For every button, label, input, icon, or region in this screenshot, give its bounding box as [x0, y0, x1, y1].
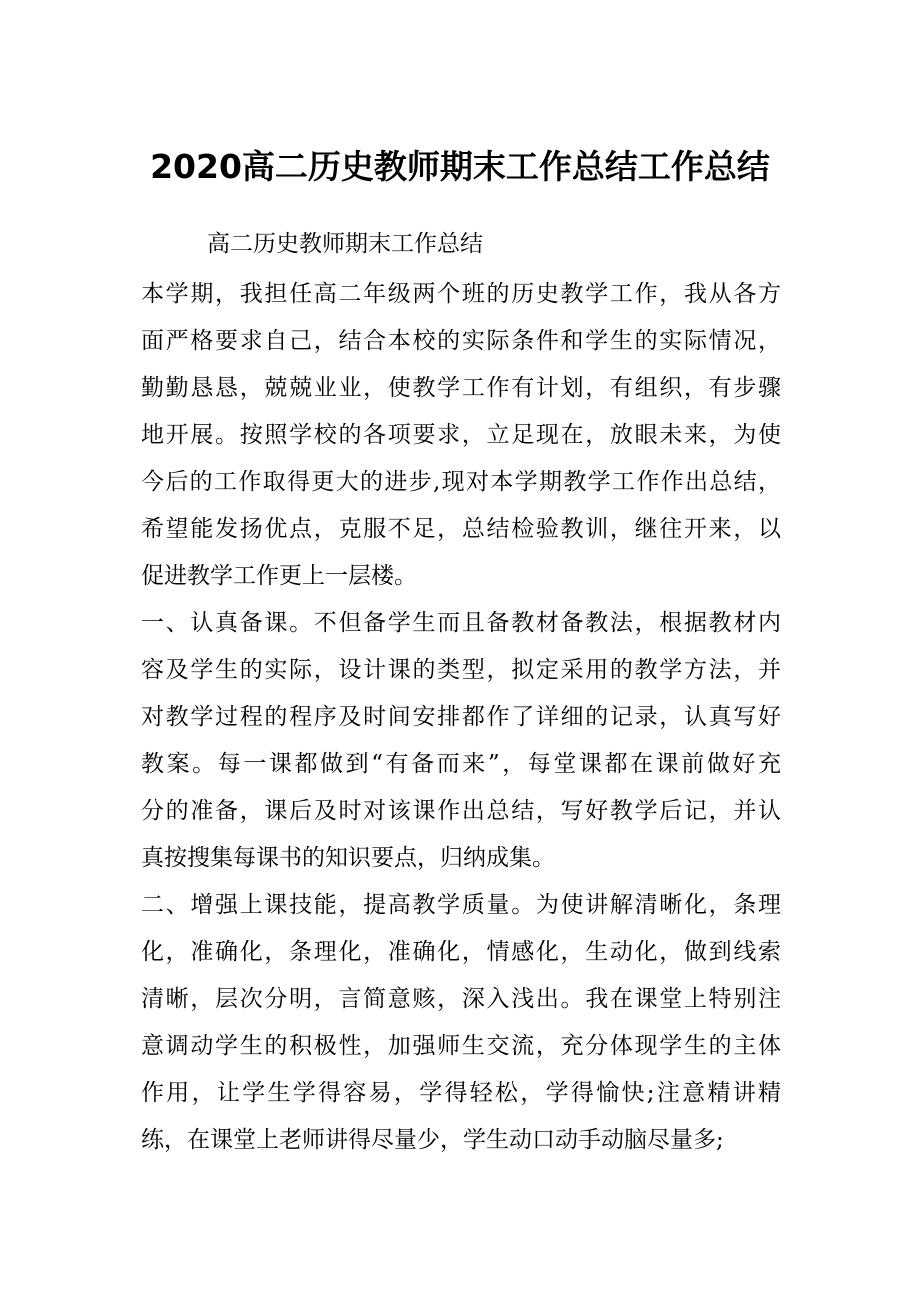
paragraph-line: 真按搜集每课书的知识要点，归纳成集。: [141, 845, 555, 871]
paragraph: [141, 600, 781, 882]
document-subtitle: 高二历史教师期末工作总结: [207, 231, 483, 257]
paragraph-line: 清晰，层次分明，言简意赅，深入浅出。我在课堂上特别注: [141, 986, 781, 1012]
paragraph-line: 促进教学工作更上一层楼。: [141, 563, 417, 589]
paragraph-line: 意调动学生的积极性，加强师生交流，充分体现学生的主体: [141, 1033, 781, 1059]
paragraph: [141, 882, 781, 1164]
paragraph-line: 勤勤恳恳，兢兢业业，使教学工作有计划，有组织，有步骤: [141, 375, 781, 401]
paragraph-line: 希望能发扬优点，克服不足，总结检验教训，继往开来，以: [141, 516, 781, 542]
paragraph: [141, 271, 781, 600]
paragraph-line: 本学期，我担任高二年级两个班的历史教学工作，我从各方: [141, 281, 781, 307]
paragraph-line: 化，准确化，条理化，准确化，情感化，生动化，做到线索: [141, 939, 781, 965]
paragraph-line: 地开展。按照学校的各项要求，立足现在，放眼未来，为使: [141, 422, 781, 448]
paragraph-line: 面严格要求自己，结合本校的实际条件和学生的实际情况，: [141, 328, 781, 354]
paragraph-line: 容及学生的实际，设计课的类型，拟定采用的教学方法，并: [141, 657, 781, 683]
paragraph-line: 分的准备，课后及时对该课作出总结，写好教学后记，并认: [141, 798, 781, 824]
paragraph-line: 一、认真备课。不但备学生而且备教材备教法，根据教材内: [141, 610, 781, 636]
paragraph-line: 对教学过程的程序及时间安排都作了详细的记录，认真写好: [141, 704, 781, 730]
paragraph-line: 教案。每一课都做到“有备而来”，每堂课都在课前做好充: [141, 751, 781, 777]
document-title: 2020高二历史教师期末工作总结工作总结: [150, 147, 770, 186]
paragraph-line: 作用，让学生学得容易，学得轻松，学得愉快;注意精讲精: [141, 1080, 781, 1106]
paragraph-line: 二、增强上课技能，提高教学质量。为使讲解清晰化，条理: [141, 892, 781, 918]
paragraph-line: 今后的工作取得更大的进步,现对本学期教学工作作出总结，: [141, 469, 781, 495]
document-body: [141, 271, 781, 1164]
paragraph-line: 练，在课堂上老师讲得尽量少，学生动口动手动脑尽量多;: [141, 1127, 724, 1153]
